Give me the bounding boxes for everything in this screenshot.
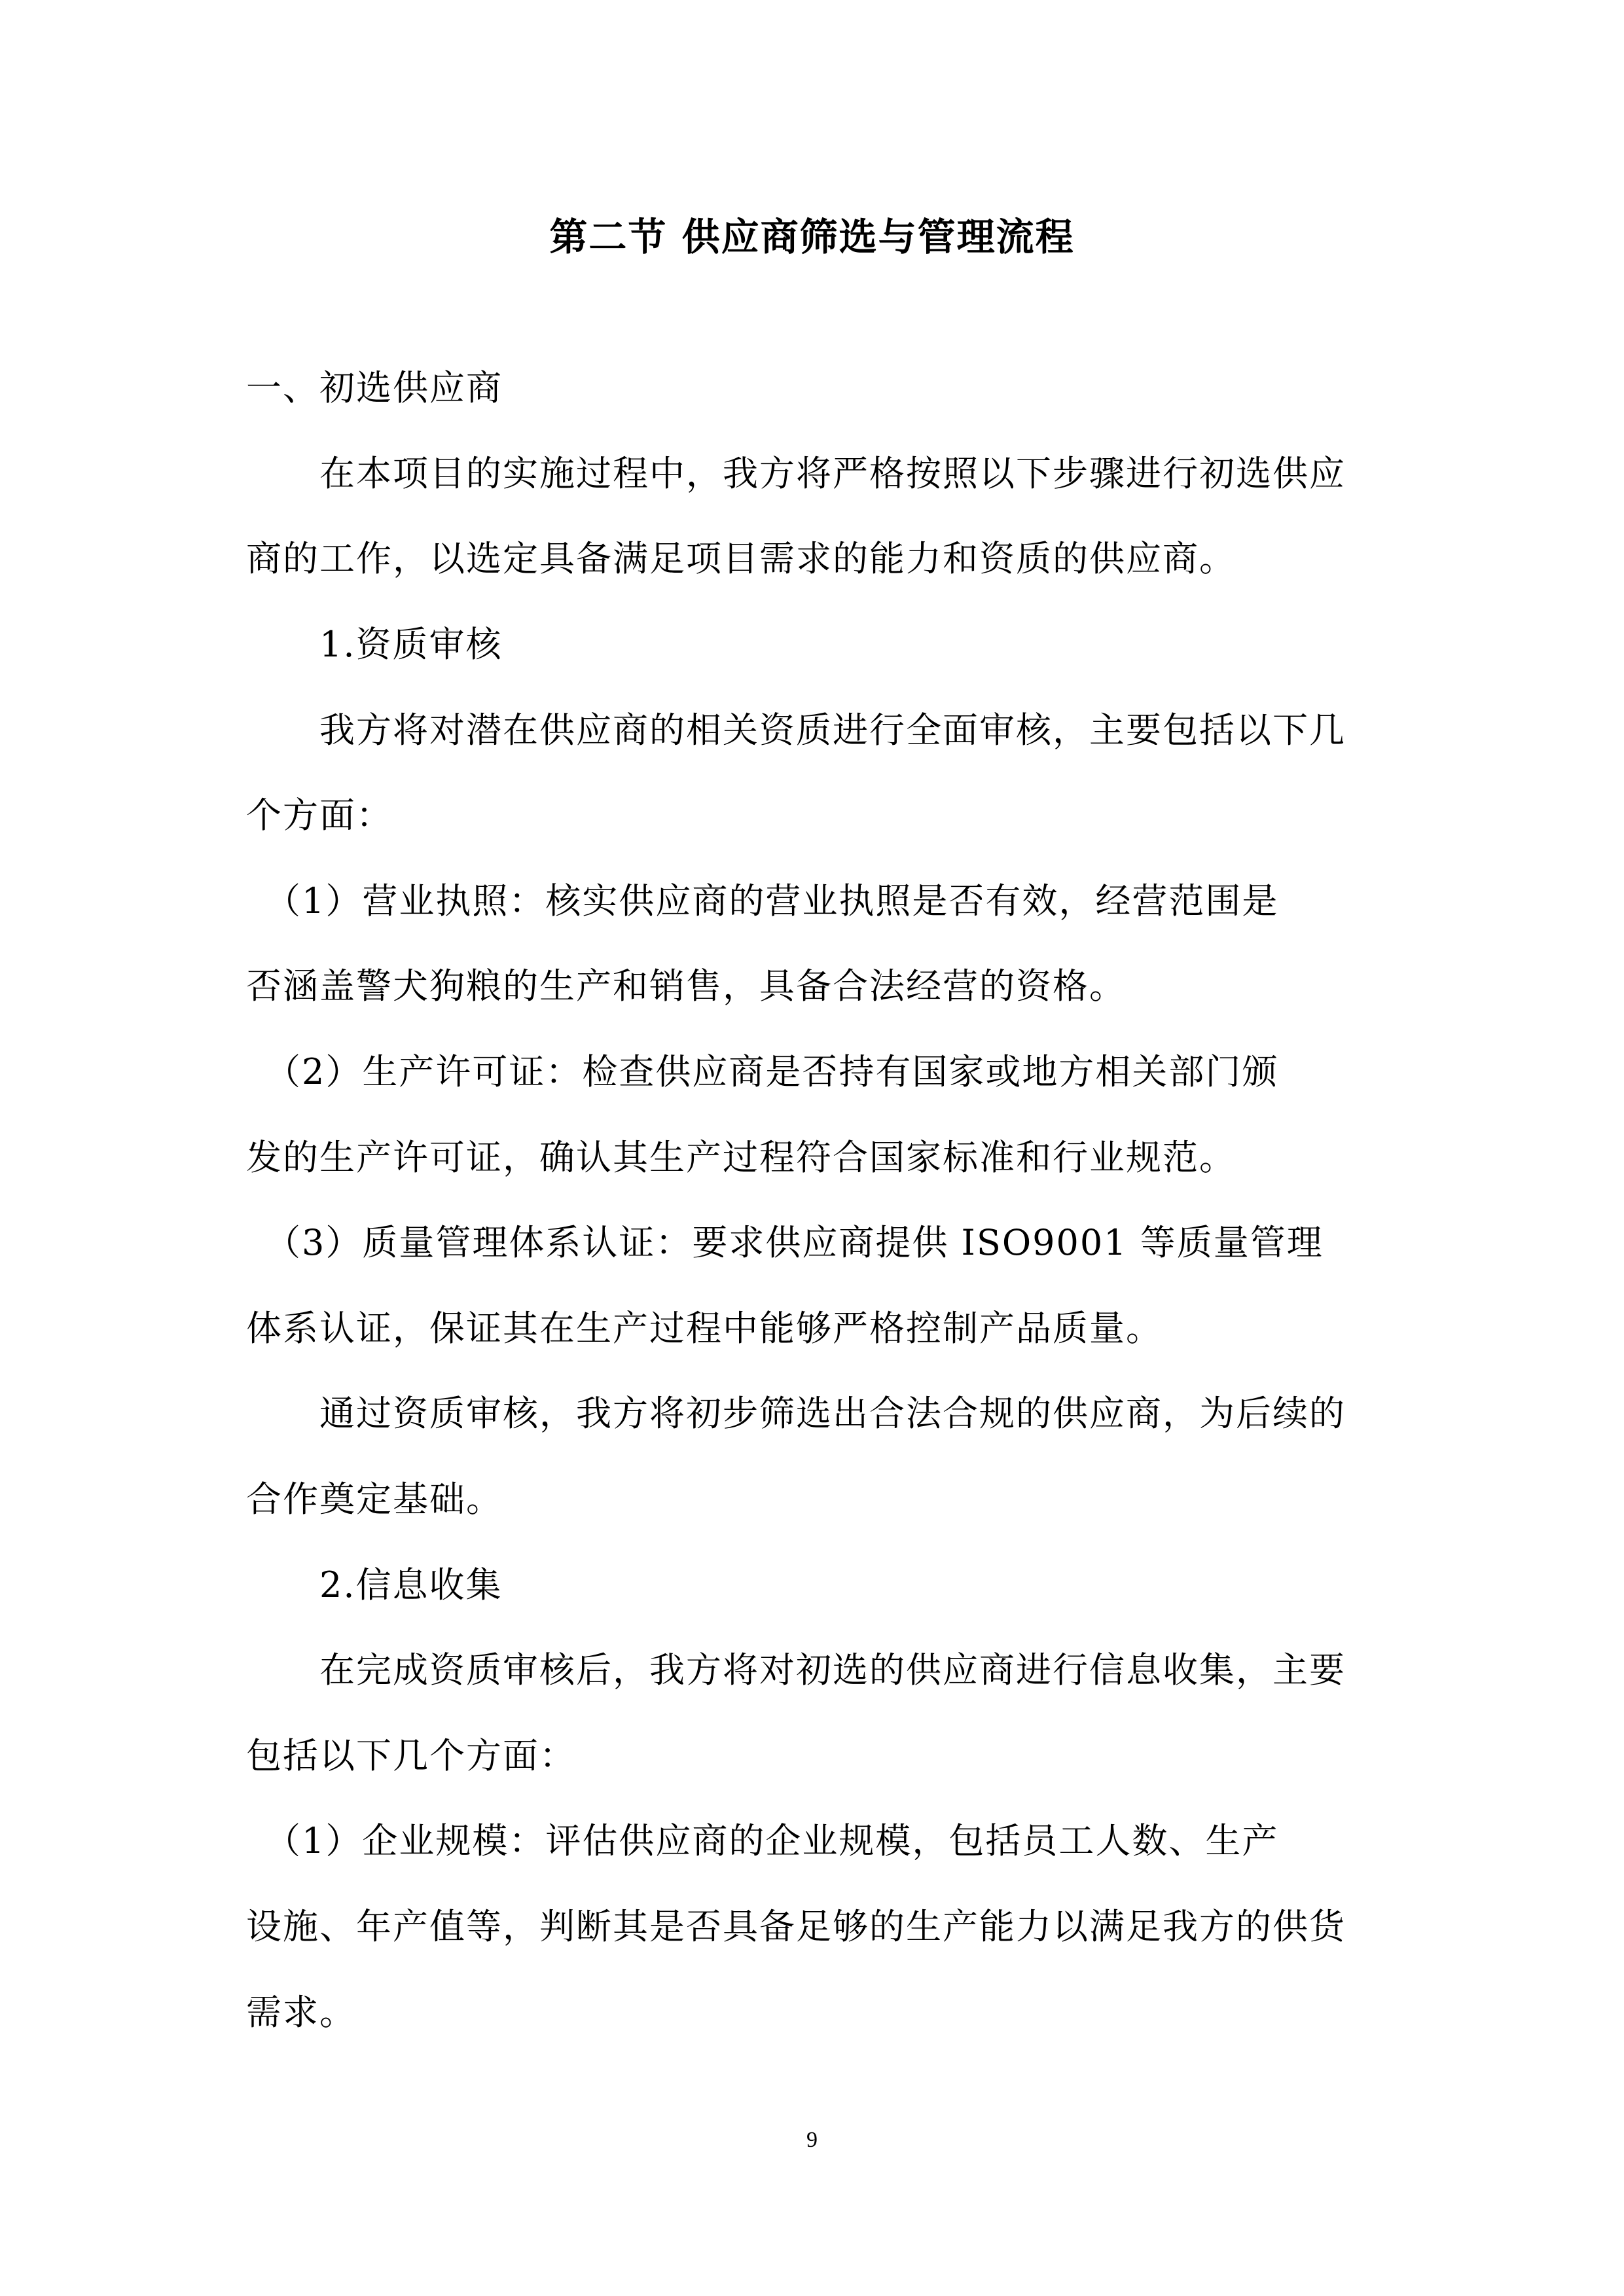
paragraph-line: 在完成资质审核后，我方将对初选的供应商进行信息收集，主要 <box>246 1649 1346 1691</box>
list-item-line: 设施、年产值等，判断其是否具备足够的生产能力以满足我方的供货 <box>246 1906 1346 1947</box>
section-title: 第二节 供应商筛选与管理流程 <box>549 215 1075 259</box>
subheading-qualification: 1.资质审核 <box>246 624 503 665</box>
paragraph-line: 我方将对潜在供应商的相关资质进行全面审核，主要包括以下几 <box>246 709 1346 751</box>
subheading-info-collection: 2.信息收集 <box>246 1564 503 1605</box>
heading-initial-selection: 一、初选供应商 <box>246 367 503 408</box>
list-item-line: 体系认证，保证其在生产过程中能够严格控制产品质量。 <box>246 1308 1163 1349</box>
paragraph-line: 合作奠定基础。 <box>246 1479 503 1520</box>
paragraph-line: 通过资质审核，我方将初步筛选出合法合规的供应商，为后续的 <box>246 1393 1346 1434</box>
list-item-line: （1）企业规模：评估供应商的企业规模，包括员工人数、生产 <box>246 1820 1279 1861</box>
list-item-line: （3）质量管理体系认证：要求供应商提供 ISO9001 等质量管理 <box>246 1222 1324 1263</box>
paragraph-line: 个方面： <box>246 795 393 836</box>
list-item-line: （1）营业执照：核实供应商的营业执照是否有效，经营范围是 <box>246 880 1279 922</box>
paragraph-line: 商的工作，以选定具备满足项目需求的能力和资质的供应商。 <box>246 538 1236 579</box>
list-item-line: （2）生产许可证：检查供应商是否持有国家或地方相关部门颁 <box>246 1051 1279 1092</box>
page-number: 9 <box>806 2128 818 2152</box>
list-item-line: 否涵盖警犬狗粮的生产和销售，具备合法经营的资格。 <box>246 965 1126 1007</box>
paragraph-line: 包括以下几个方面： <box>246 1735 576 1776</box>
list-item-line: 需求。 <box>246 1992 356 2033</box>
paragraph-line: 在本项目的实施过程中，我方将严格按照以下步骤进行初选供应 <box>246 453 1346 494</box>
list-item-line: 发的生产许可证，确认其生产过程符合国家标准和行业规范。 <box>246 1137 1236 1178</box>
